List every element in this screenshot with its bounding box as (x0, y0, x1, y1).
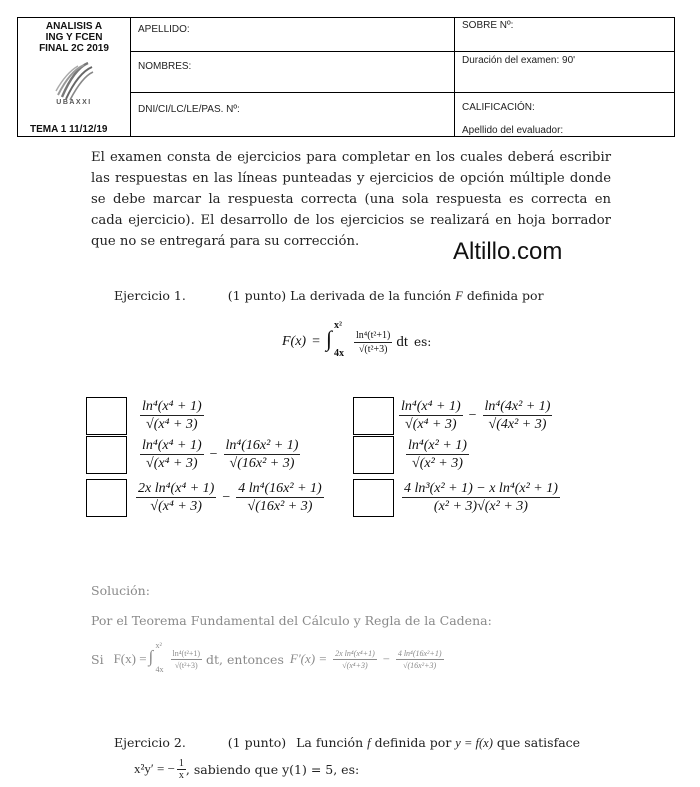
sol-int-upper: x² (155, 641, 162, 650)
exam-header (17, 17, 675, 137)
ubaxxi-logo-icon (54, 61, 94, 103)
solucion-formula (91, 641, 444, 677)
integrand (354, 329, 392, 356)
sol-dt-entonces: dt, entonces (206, 651, 284, 667)
ejercicio2-eqn: y = f(x) (455, 736, 493, 750)
option-c (136, 480, 324, 515)
sol-integrand (171, 648, 202, 671)
sol-minus: − (382, 651, 390, 666)
ejercicio1-var: F (455, 289, 463, 303)
option-d-den1: √(x⁴ + 3) (405, 417, 457, 432)
integral-lower: 4x (334, 348, 344, 359)
sol-int-den: √(t²+3) (174, 660, 198, 670)
option-c-num1: 2x ln⁴(x⁴ + 1) (138, 481, 215, 496)
option-b-den2: √(16x² + 3) (229, 456, 295, 471)
es-text: es: (414, 335, 432, 349)
instructions-paragraph: El examen consta de ejercicios para completar en los cuales deberá escribir las respuestas en las líneas punteadas y ejercicios de opción múltiple donde se debe marcar la respuesta correcta (una sola respuesta es correcta en cada ejercicio). El desarrollo de los ejercicios se realizará en hoja borrador que no se entregará para su corrección. (91, 150, 611, 249)
integral-sign: ∫ x² 4x (326, 320, 344, 359)
answer-checkbox-c[interactable] (86, 479, 127, 517)
dni-label: DNI/CI/LC/LE/PAS. Nº: (138, 104, 240, 115)
integrand-num: ln⁴(t²+1) (356, 329, 391, 341)
sol-int-lower: 4x (155, 665, 164, 674)
evaluador-label: Apellido del evaluador: (462, 125, 564, 136)
sobre-label: SOBRE Nº: (462, 20, 514, 31)
tema-date: TEMA 1 11/12/19 (30, 124, 108, 135)
sol-integral-sign: ∫ x² 4x (148, 641, 164, 674)
sol-fprime: F′(x) = (289, 651, 328, 666)
integrand-den: √(t²+3) (358, 343, 388, 355)
option-a (140, 398, 204, 433)
ejercicio1-points: (1 punto) (227, 288, 287, 303)
option-f (402, 480, 560, 515)
solucion-title: Solución: (91, 583, 150, 598)
ejercicio2-statement (114, 735, 580, 751)
answer-checkbox-d[interactable] (353, 397, 394, 435)
option-b-num2: ln⁴(16x² + 1) (225, 438, 299, 453)
option-d-num1: ln⁴(x⁴ + 1) (401, 399, 461, 414)
ejercicio1-statement (114, 288, 544, 304)
ejercicio1-title: Ejercicio 1. (114, 288, 186, 303)
ode-num: 1 (178, 757, 184, 769)
ejercicio2-pre: La función (296, 735, 364, 750)
answer-checkbox-b[interactable] (86, 436, 127, 474)
option-b-den1: √(x⁴ + 3) (146, 456, 198, 471)
func-lhs: F(x) (282, 334, 307, 349)
option-e-den: √(x² + 3) (412, 456, 463, 471)
dt: dt (396, 333, 409, 350)
ejercicio1-text-post: definida por (466, 288, 544, 303)
ejercicio2-title: Ejercicio 2. (114, 735, 186, 750)
option-d-minus: − (468, 407, 477, 423)
ejercicio2-post: que satisface (496, 735, 581, 750)
watermark: Altillo.com (453, 238, 563, 265)
ejercicio2-ode (134, 754, 359, 784)
sol-si: Si (91, 651, 104, 667)
option-b-minus: − (209, 446, 218, 462)
sol-f-eq: F(x) = (113, 651, 147, 666)
sol-r-den2: √(16x²+3) (403, 660, 437, 670)
answer-checkbox-f[interactable] (353, 479, 394, 517)
sol-int-num: ln⁴(t²+1) (172, 648, 201, 658)
option-d-den2: √(4x² + 3) (488, 417, 547, 432)
sol-result-frac2 (396, 648, 444, 671)
option-d-num2: ln⁴(4x² + 1) (484, 399, 551, 414)
sol-r-num2: 4 ln⁴(16x²+1) (397, 648, 442, 658)
ejercicio2-mid: definida por (374, 735, 452, 750)
option-f-num: 4 ln³(x² + 1) − x ln⁴(x² + 1) (404, 481, 558, 496)
answer-checkbox-a[interactable] (86, 397, 127, 435)
sol-result-frac1 (333, 648, 377, 671)
option-f-den: (x² + 3)√(x² + 3) (433, 499, 528, 514)
ode-den: x (178, 769, 184, 781)
option-e (406, 437, 469, 472)
duracion-label: Duración del examen: 90' (462, 55, 576, 66)
option-e-num: ln⁴(x² + 1) (408, 438, 467, 453)
sol-r-num1: 2x ln⁴(x⁴+1) (335, 648, 375, 658)
nombres-label: NOMBRES: (138, 61, 192, 72)
option-a-den: √(x⁴ + 3) (146, 417, 198, 432)
option-b (140, 437, 300, 472)
option-c-num2: 4 ln⁴(16x² + 1) (238, 481, 322, 496)
ode-lhs: x²y′ = − (134, 761, 175, 776)
apellido-label: APELLIDO: (138, 24, 190, 35)
integral-upper: x² (334, 320, 342, 331)
answer-checkbox-e[interactable] (353, 436, 394, 474)
ode-frac (177, 758, 186, 781)
option-c-den1: √(x⁴ + 3) (150, 499, 202, 514)
logo-text: UBAXXI (56, 99, 92, 106)
option-c-den2: √(16x² + 3) (247, 499, 313, 514)
ejercicio2-var: f (367, 736, 371, 750)
ejercicio1-text-pre: La derivada de la función (290, 288, 452, 303)
option-a-num: ln⁴(x⁴ + 1) (142, 399, 202, 414)
sol-r-den1: √(x⁴+3) (342, 660, 368, 670)
option-b-num1: ln⁴(x⁴ + 1) (142, 438, 202, 453)
option-d (399, 398, 552, 433)
option-c-minus: − (222, 489, 231, 505)
ejercicio2-points: (1 punto) (227, 735, 287, 750)
school-name: ANALISIS A ING Y FCEN FINAL 2C 2019 (39, 21, 109, 54)
equals-sign: = (312, 334, 320, 349)
ode-post: , sabiendo que y(1) = 5, es: (185, 761, 360, 777)
ejercicio1-formula (282, 322, 431, 362)
solucion-line1: Por el Teorema Fundamental del Cálculo y Regla de la Cadena: (91, 613, 492, 628)
calificacion-label: CALIFICACIÓN: (462, 102, 535, 113)
